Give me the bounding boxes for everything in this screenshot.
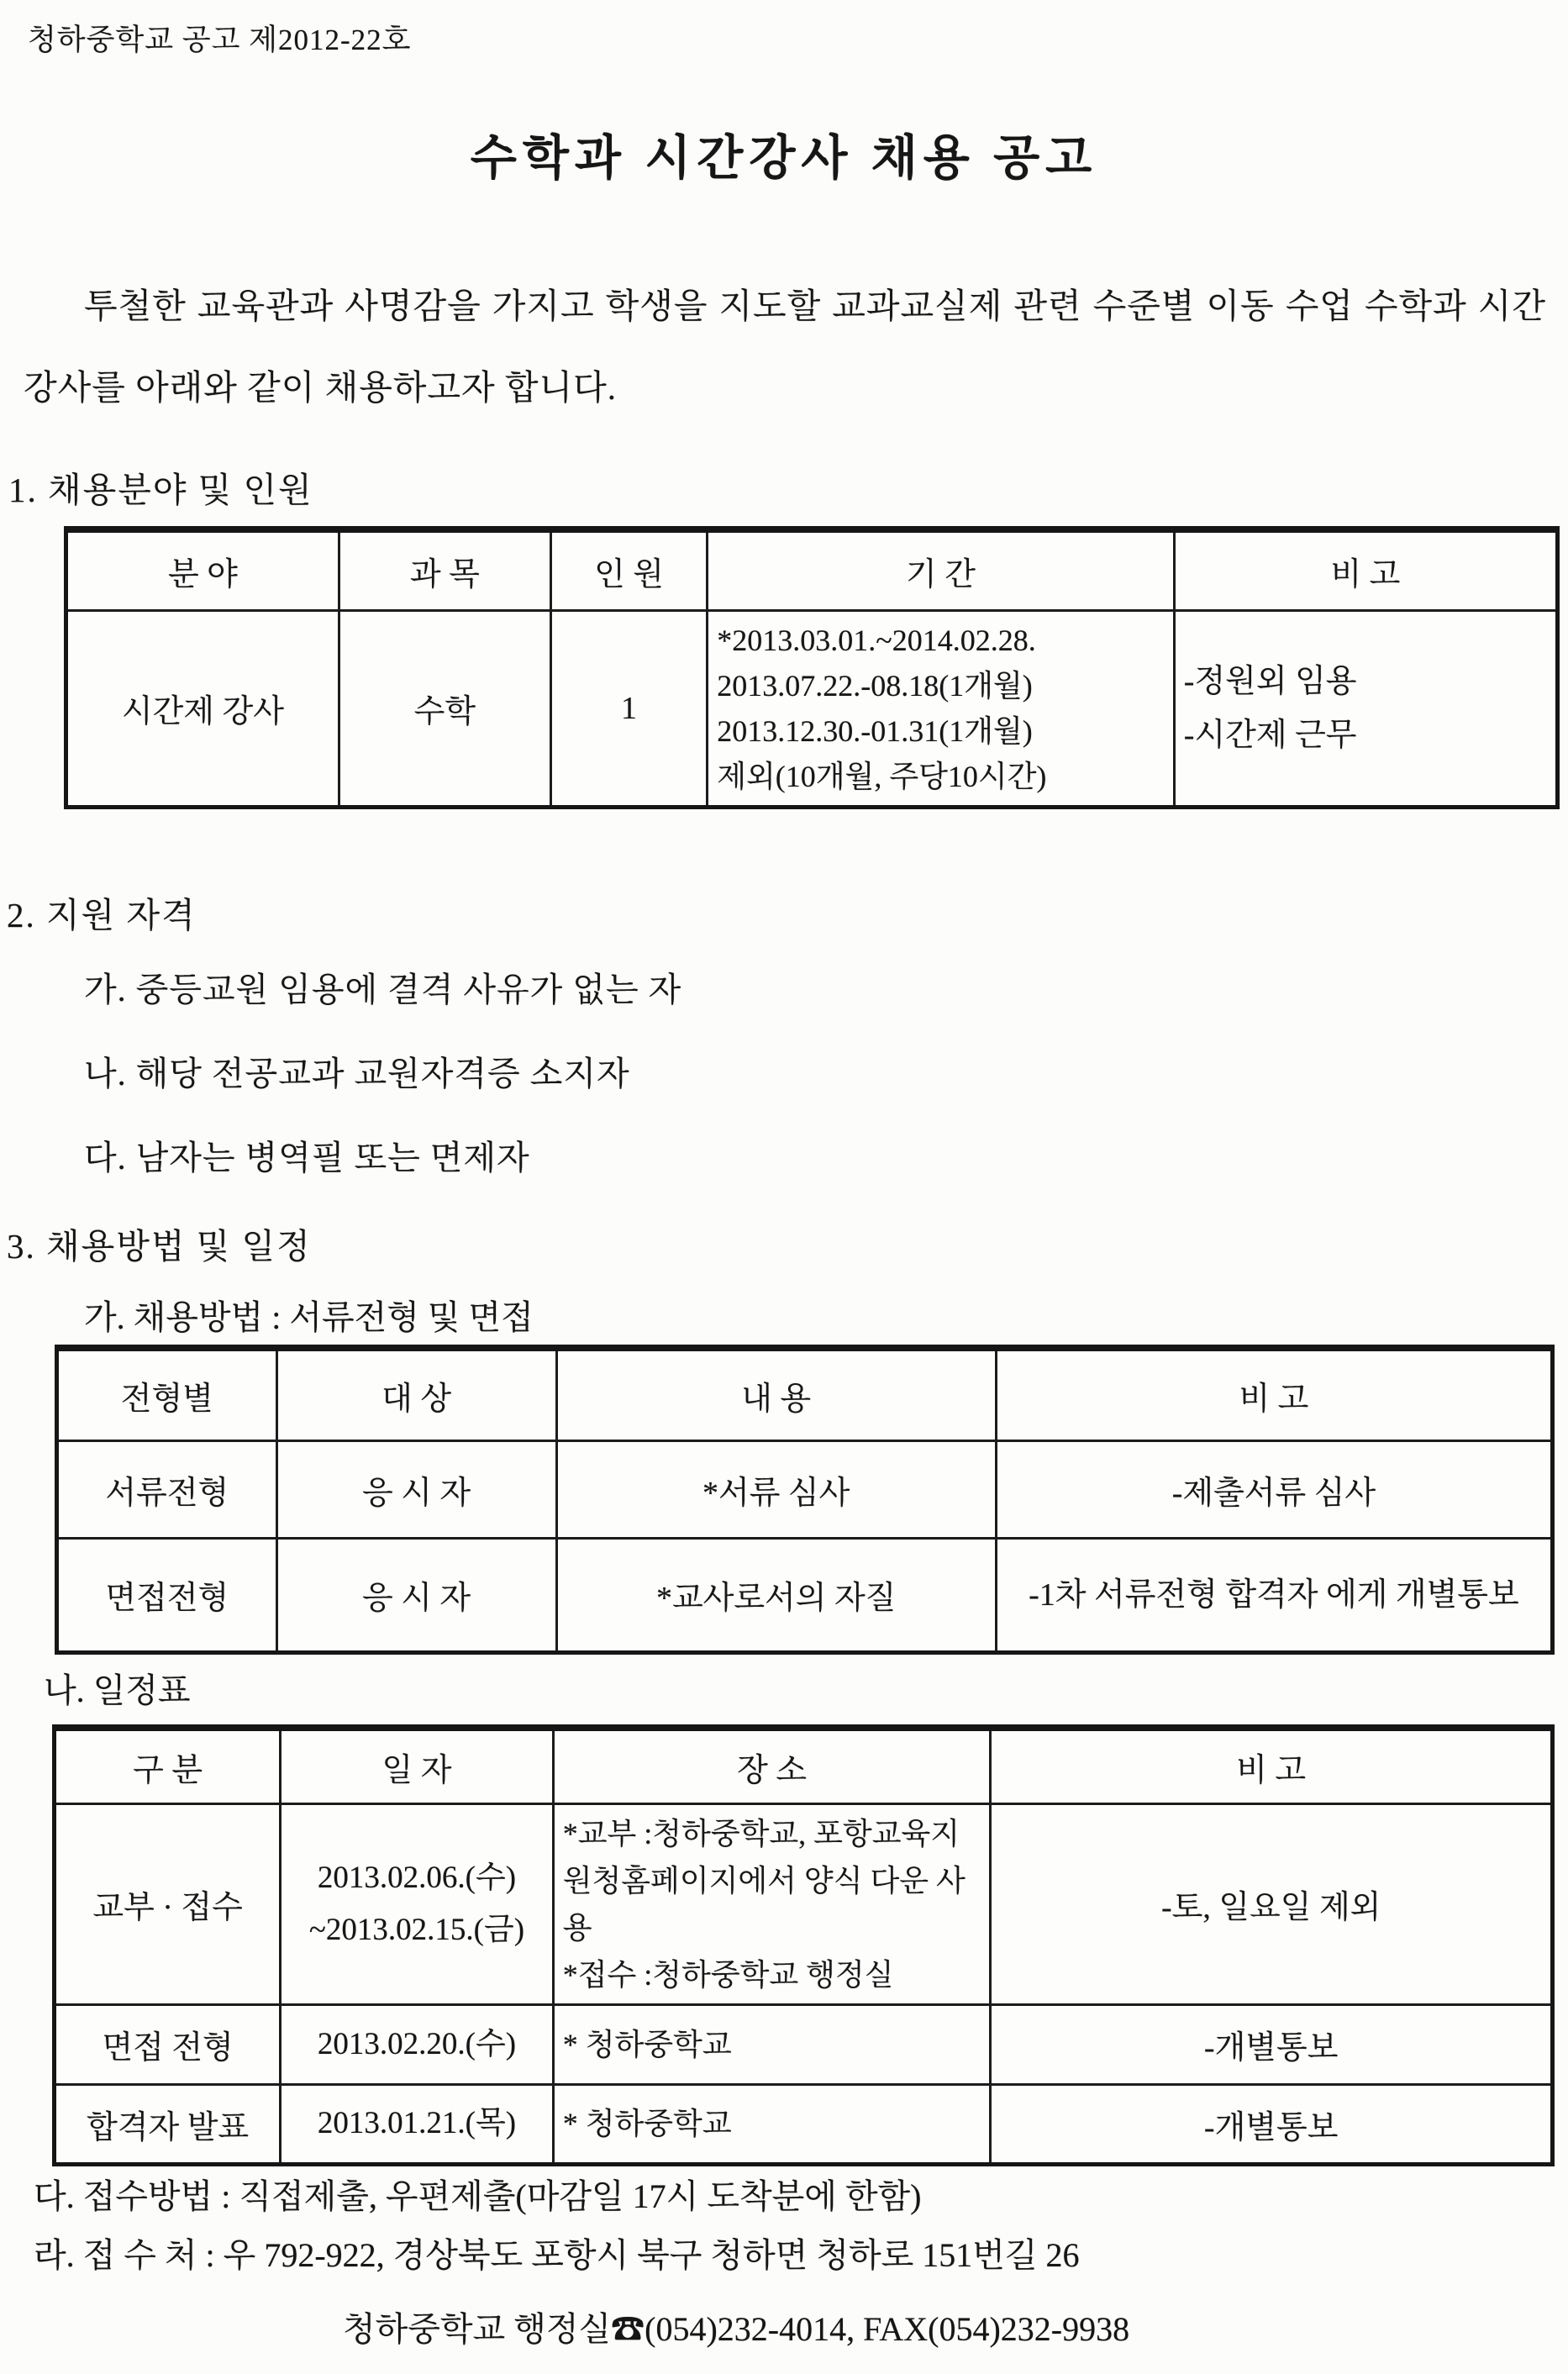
note-line: -정원외 임용 bbox=[1183, 663, 1357, 699]
page-title: 수학과 시간강사 채용 공고 bbox=[470, 132, 1098, 185]
period-line: 2013.12.30.-01.31(1개월) bbox=[717, 713, 1033, 748]
cell-place bbox=[553, 1803, 991, 2004]
place-line: * 청하중학교 bbox=[562, 2027, 732, 2061]
date-line: 2013.02.06.(수) bbox=[317, 1860, 517, 1895]
period-line: 2013.07.22.-08.18(1개월) bbox=[717, 668, 1033, 703]
date-line: 2013.01.21.(목) bbox=[317, 2106, 517, 2140]
col-header-place: 장 소 bbox=[553, 1728, 991, 1803]
schedule-table-row bbox=[55, 2084, 1553, 2164]
qualification-list bbox=[84, 963, 681, 1215]
recruitment-table-row bbox=[66, 610, 1558, 807]
col-header-field: 분 야 bbox=[66, 529, 339, 610]
col-header-date: 일 자 bbox=[281, 1728, 554, 1803]
place-line: *교부 :청하중학교, 포항교육지원청홈페이지에서 양식 다운 사용 bbox=[562, 1816, 966, 1945]
cell-place bbox=[553, 2004, 991, 2084]
recruitment-table-header-row bbox=[66, 529, 1558, 610]
note-line: -시간제 근무 bbox=[1183, 717, 1357, 753]
qualification-item: 가. 중등교원 임용에 결격 사유가 없는 자 bbox=[84, 971, 682, 1008]
section-1-heading: 1. 채용분야 및 인원 bbox=[8, 471, 313, 509]
cell-stage: 서류전형 bbox=[57, 1440, 277, 1538]
schedule-subheading: 나. 일정표 bbox=[44, 1671, 191, 1709]
cell-category: 합격자 발표 bbox=[55, 2084, 281, 2164]
col-header-note: 비 고 bbox=[991, 1728, 1553, 1803]
cell-content: *교사로서의 자질 bbox=[556, 1538, 996, 1652]
period-line: 제외(10개월, 주당10시간) bbox=[717, 759, 1047, 793]
submission-address-line: 라. 접 수 처 : 우 792-922, 경상북도 포항시 북구 청하면 청하로 151번길 26 bbox=[34, 2236, 1080, 2274]
method-table-row bbox=[57, 1538, 1553, 1652]
cell-note: -개별통보 bbox=[991, 2004, 1553, 2084]
col-header-note: 비 고 bbox=[996, 1348, 1552, 1440]
intro-paragraph: 투철한 교육관과 사명감을 가지고 학생을 지도할 교과교실제 관련 수준별 이동 수업 수학과 시간강사를 아래와 같이 채용하고자 합니다. bbox=[24, 287, 1546, 407]
date-line: ~2013.02.15.(금) bbox=[308, 1912, 525, 1947]
place-line: * 청하중학교 bbox=[562, 2107, 732, 2140]
schedule-table-header-row bbox=[55, 1728, 1553, 1803]
col-header-content: 내 용 bbox=[556, 1348, 996, 1440]
col-header-target: 대 상 bbox=[276, 1348, 556, 1440]
cell-place bbox=[553, 2084, 991, 2164]
cell-count: 1 bbox=[550, 610, 707, 807]
cell-category: 면접 전형 bbox=[55, 2004, 281, 2084]
method-table-header-row bbox=[57, 1348, 1553, 1440]
contact-phone-line: 청하중학교 행정실☎(054)232-4014, FAX(054)232-9938 bbox=[343, 2310, 1130, 2348]
section-2-heading: 2. 지원 자격 bbox=[7, 896, 197, 934]
cell-subject: 수학 bbox=[339, 610, 550, 807]
cell-target: 응 시 자 bbox=[276, 1440, 556, 1538]
method-table-row bbox=[57, 1440, 1553, 1538]
cell-note: -1차 서류전형 합격자 에게 개별통보 bbox=[996, 1538, 1552, 1652]
period-line: *2013.03.01.~2014.02.28. bbox=[717, 623, 1036, 657]
col-header-stage: 전형별 bbox=[57, 1348, 277, 1440]
col-header-period: 기 간 bbox=[708, 529, 1175, 610]
cell-content: *서류 심사 bbox=[556, 1440, 996, 1538]
doc-number: 청하중학교 공고 제2012-22호 bbox=[28, 24, 412, 56]
cell-note: -제출서류 심사 bbox=[996, 1440, 1552, 1538]
cell-period bbox=[708, 610, 1175, 807]
qualification-item: 다. 남자는 병역필 또는 면제자 bbox=[84, 1139, 530, 1176]
submission-method-line: 다. 접수방법 : 직접제출, 우편제출(마감일 17시 도착분에 한함) bbox=[34, 2177, 922, 2215]
cell-note: -토, 일요일 제외 bbox=[991, 1803, 1553, 2004]
cell-stage: 면접전형 bbox=[57, 1538, 277, 1652]
recruitment-table bbox=[64, 526, 1560, 809]
col-header-subject: 과 목 bbox=[339, 529, 550, 610]
selection-method-table bbox=[55, 1345, 1555, 1655]
cell-field: 시간제 강사 bbox=[66, 610, 339, 807]
col-header-category: 구 분 bbox=[55, 1728, 281, 1803]
date-line: 2013.02.20.(수) bbox=[317, 2026, 517, 2061]
place-line: *접수 :청하중학교 행정실 bbox=[562, 1957, 894, 1992]
cell-date bbox=[281, 2004, 554, 2084]
cell-date bbox=[281, 1803, 554, 2004]
schedule-table bbox=[52, 1724, 1555, 2166]
cell-category: 교부 · 접수 bbox=[55, 1803, 281, 2004]
col-header-note: 비 고 bbox=[1174, 529, 1557, 610]
cell-note bbox=[1174, 610, 1557, 807]
cell-date bbox=[281, 2084, 554, 2164]
cell-target: 응 시 자 bbox=[276, 1538, 556, 1652]
section-3-heading: 3. 채용방법 및 일정 bbox=[7, 1227, 312, 1266]
method-subheading: 가. 채용방법 : 서류전형 및 면접 bbox=[84, 1298, 534, 1336]
schedule-table-row bbox=[55, 1803, 1553, 2004]
schedule-table-row bbox=[55, 2004, 1553, 2084]
cell-note: -개별통보 bbox=[991, 2084, 1553, 2164]
qualification-item: 나. 해당 전공교과 교원자격증 소지자 bbox=[84, 1055, 630, 1092]
col-header-count: 인 원 bbox=[550, 529, 707, 610]
